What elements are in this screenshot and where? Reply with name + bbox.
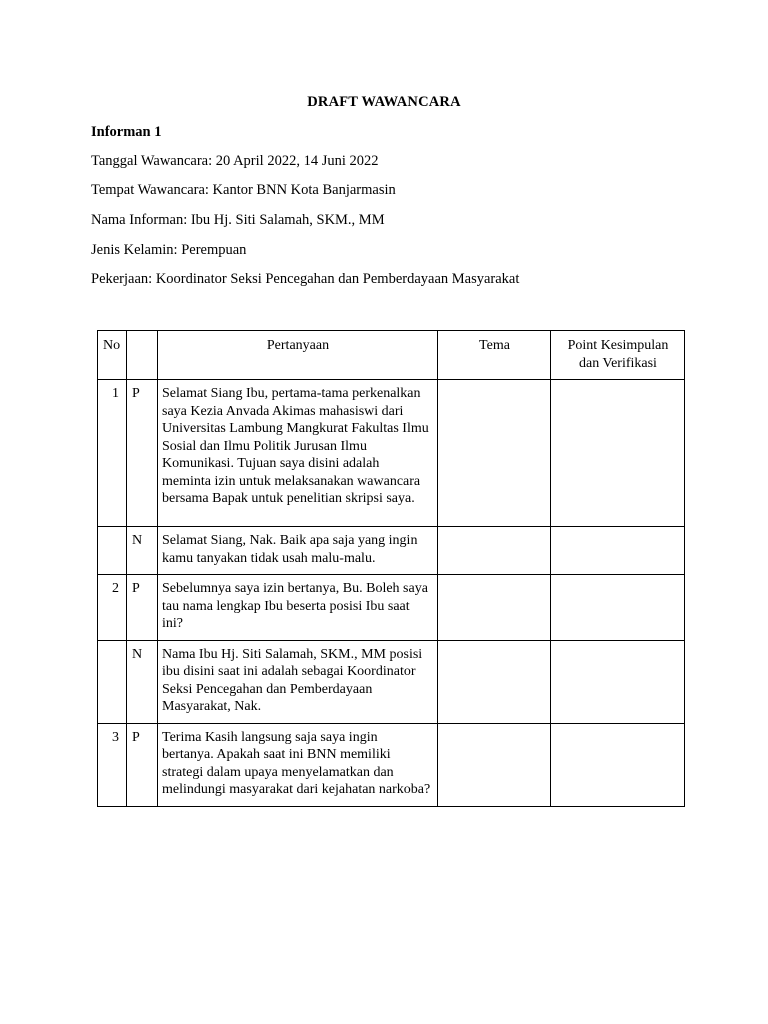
row-number: 3 (98, 723, 127, 806)
row-tema (438, 723, 551, 806)
row-role: N (127, 640, 158, 723)
table-row (98, 640, 685, 723)
row-question: Sebelumnya saya izin bertanya, Bu. Boleh saya tau nama lengkap Ibu beserta posisi Ibu saat ini? (158, 575, 438, 641)
row-tema (438, 380, 551, 527)
interview-table (97, 330, 685, 807)
row-role: P (127, 380, 158, 527)
row-role: N (127, 527, 158, 575)
row-tema (438, 640, 551, 723)
row-answer: Nama Ibu Hj. Siti Salamah, SKM., MM posisi ibu disini saat ini adalah sebagai Koordinator Seksi Pencegahan dan Pemberdayaan Masyarakat, Nak. (158, 640, 438, 723)
row-tema (438, 575, 551, 641)
table-row (98, 723, 685, 806)
row-point (551, 640, 685, 723)
header-tema: Tema (438, 331, 551, 380)
header-role (127, 331, 158, 380)
header-question: Pertanyaan (158, 331, 438, 380)
document-title: DRAFT WAWANCARA (307, 94, 461, 110)
informant-name-field: Nama Informan: Ibu Hj. Siti Salamah, SKM., MM (91, 212, 385, 228)
occupation-field: Pekerjaan: Koordinator Seksi Pencegahan dan Pemberdayaan Masyarakat (91, 271, 520, 287)
table-header-row (98, 331, 685, 380)
row-answer: Selamat Siang, Nak. Baik apa saja yang ingin kamu tanyakan tidak usah malu-malu. (158, 527, 438, 575)
table-row (98, 575, 685, 641)
row-question: Terima Kasih langsung saja saya ingin bertanya. Apakah saat ini BNN memiliki strategi dalam upaya menyelamatkan dan melindungi masyarakat dari kejahatan narkoba? (158, 723, 438, 806)
row-point (551, 723, 685, 806)
row-role: P (127, 575, 158, 641)
row-point (551, 380, 685, 527)
row-tema (438, 527, 551, 575)
row-role: P (127, 723, 158, 806)
row-question: Selamat Siang Ibu, pertama-tama perkenalkan saya Kezia Anvada Akimas mahasiswi dari Universitas Lambung Mangkurat Fakultas Ilmu Sosial dan Ilmu Politik Jurusan Ilmu Komunikasi. Tujuan saya disini adalah meminta izin untuk melaksanakan wawancara bersama Bapak untuk penelitian skripsi saya. (158, 380, 438, 527)
header-no: No (98, 331, 127, 380)
row-number: 2 (98, 575, 127, 641)
table-row (98, 527, 685, 575)
row-number (98, 527, 127, 575)
row-number (98, 640, 127, 723)
row-number: 1 (98, 380, 127, 527)
informant-heading: Informan 1 (91, 124, 162, 140)
gender-field: Jenis Kelamin: Perempuan (91, 242, 247, 258)
row-point (551, 575, 685, 641)
interview-place-field: Tempat Wawancara: Kantor BNN Kota Banjarmasin (91, 182, 396, 198)
header-point: Point Kesimpulan dan Verifikasi (551, 331, 685, 380)
table-row (98, 380, 685, 527)
row-point (551, 527, 685, 575)
interview-date-field: Tanggal Wawancara: 20 April 2022, 14 Juni 2022 (91, 153, 379, 169)
